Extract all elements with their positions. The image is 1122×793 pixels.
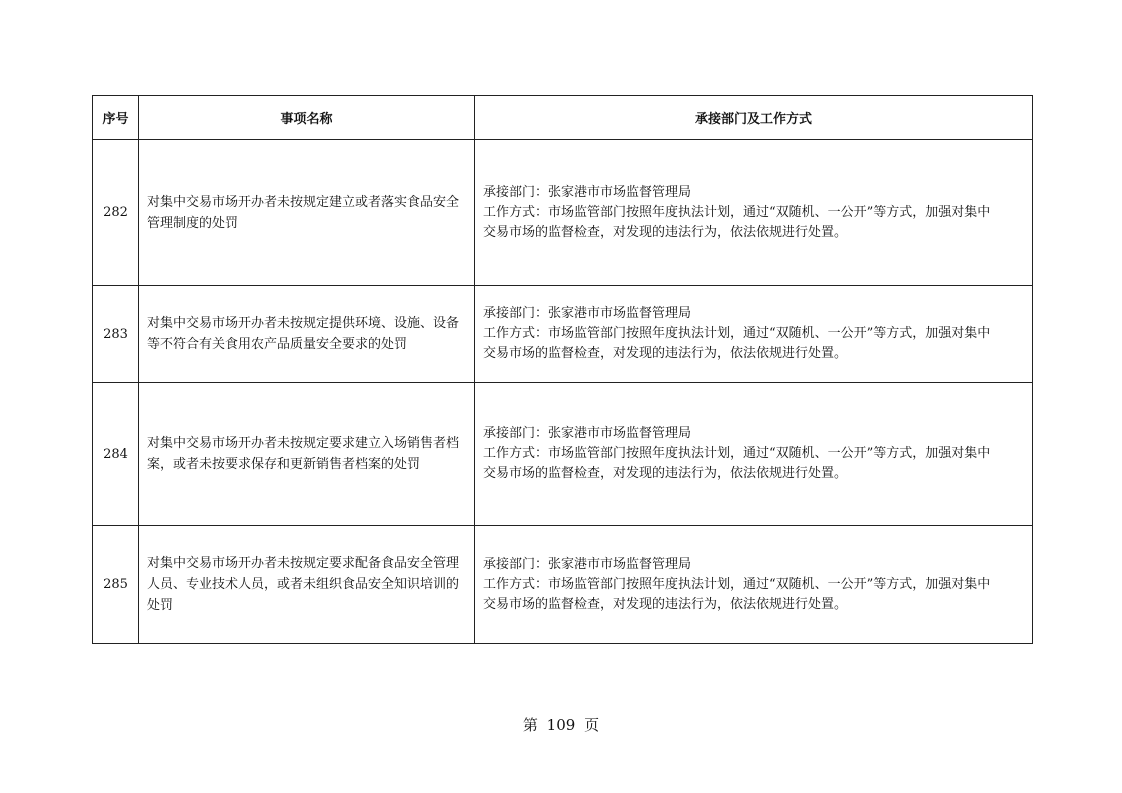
header-dept-method: 承接部门及工作方式 — [475, 96, 1033, 140]
table-header-row — [93, 96, 1033, 140]
items-table — [92, 95, 1033, 644]
method-line: 工作方式：市场监管部门按照年度执法计划，通过“双随机、一公开”等方式，加强对集中 — [483, 576, 991, 592]
row-dept-method — [475, 383, 1033, 526]
dept-line: 承接部门：张家港市市场监督管理局 — [483, 306, 692, 321]
row-seq: 285 — [93, 526, 139, 644]
row-item-name: 对集中交易市场开办者未按规定提供环境、设施、设备等不符合有关食用农产品质量安全要求的处罚 — [139, 286, 475, 383]
method-line: 工作方式：市场监管部门按照年度执法计划，通过“双随机、一公开”等方式，加强对集中 — [483, 326, 991, 341]
dept-line: 承接部门：张家港市市场监督管理局 — [483, 556, 692, 572]
row-item-name: 对集中交易市场开办者未按规定建立或者落实食品安全管理制度的处罚 — [139, 140, 475, 286]
row-dept-method — [475, 140, 1033, 286]
row-seq: 283 — [93, 286, 139, 383]
dept-line: 承接部门：张家港市市场监督管理局 — [483, 426, 692, 441]
page-number: 第 109 页 — [522, 716, 600, 734]
method-line: 交易市场的监督检查，对发现的违法行为，依法依规进行处置。 — [483, 224, 848, 240]
method-line: 工作方式：市场监管部门按照年度执法计划，通过“双随机、一公开”等方式，加强对集中 — [483, 446, 991, 461]
method-line: 工作方式：市场监管部门按照年度执法计划，通过“双随机、一公开”等方式，加强对集中 — [483, 204, 991, 220]
header-seq: 序号 — [93, 96, 139, 140]
table-row — [93, 383, 1033, 526]
row-dept-method — [475, 286, 1033, 383]
row-seq: 284 — [93, 383, 139, 526]
method-line: 交易市场的监督检查，对发现的违法行为，依法依规进行处置。 — [483, 596, 848, 612]
table-row — [93, 526, 1033, 644]
row-item-name: 对集中交易市场开办者未按规定要求配备食品安全管理人员、专业技术人员，或者未组织食品安全知识培训的处罚 — [139, 526, 475, 644]
method-line: 交易市场的监督检查，对发现的违法行为，依法依规进行处置。 — [483, 346, 848, 361]
table-row — [93, 286, 1033, 383]
table-row — [93, 140, 1033, 286]
row-seq: 282 — [93, 140, 139, 286]
header-item-name: 事项名称 — [139, 96, 475, 140]
method-line: 交易市场的监督检查，对发现的违法行为，依法依规进行处置。 — [483, 466, 848, 481]
dept-line: 承接部门：张家港市市场监督管理局 — [483, 184, 692, 200]
row-dept-method — [475, 526, 1033, 644]
row-item-name: 对集中交易市场开办者未按规定要求建立入场销售者档案，或者未按要求保存和更新销售者档案的处罚 — [139, 383, 475, 526]
